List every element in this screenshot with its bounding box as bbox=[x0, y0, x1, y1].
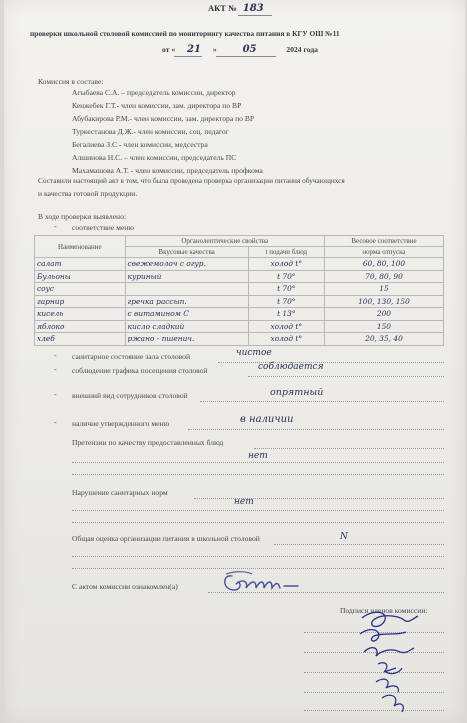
commission-intro: Комиссия в составе: bbox=[38, 77, 104, 86]
act-date-row bbox=[162, 44, 318, 55]
signatures-label: Подписи членов комиссии: bbox=[340, 606, 428, 615]
dish-weight: 150 bbox=[324, 320, 443, 333]
commission-member: Алшинова Н.С. – член комиссии, председатель ПС bbox=[72, 153, 237, 162]
act-label: АКТ № bbox=[208, 3, 237, 13]
table-row bbox=[35, 295, 444, 308]
table-row bbox=[35, 333, 444, 346]
dish-temp: t 70° bbox=[248, 270, 324, 283]
commission-member: Агыбаева С.А. – председатель комиссии, директор bbox=[72, 88, 236, 97]
staff-appearance-label: внешний вид сотрудников столовой bbox=[72, 391, 188, 400]
table-row bbox=[35, 308, 444, 321]
date-day: 21 bbox=[187, 44, 201, 55]
act-number-row bbox=[208, 3, 264, 14]
col-properties-header: Органолептические свойства bbox=[125, 236, 324, 247]
date-mid: » bbox=[212, 45, 217, 54]
claims-label: Претензии по качеству предоставленных блюд bbox=[72, 438, 224, 447]
col-name-header: Наименование bbox=[35, 236, 126, 258]
commission-member: Бегалиева З.С - член комиссии, медсестра bbox=[72, 140, 208, 149]
dish-weight: 70, 80, 90 bbox=[324, 270, 443, 283]
commission-statement-2: и качества готовой продукции. bbox=[38, 189, 138, 198]
assessment-label: Общая оценка организации питания в школьной столовой bbox=[72, 534, 260, 543]
menu-compliance-label: соответствие меню bbox=[72, 223, 135, 232]
commission-statement: Составили настоящий акт в том, что была проведена проверка организации питания обучающихся bbox=[38, 176, 345, 185]
sanitary-label: санитарное состояние зала столовой bbox=[72, 352, 191, 361]
table-row bbox=[35, 270, 444, 283]
commission-member: Туркестанова Д.Ж.- член комиссии, соц. педагог bbox=[72, 127, 229, 136]
dish-temp: холод t° bbox=[248, 333, 324, 346]
dish-name: кисель bbox=[35, 308, 126, 321]
commission-member: Махамашова А.Т. - член комиссии, председатель профкома bbox=[72, 166, 263, 175]
table-row bbox=[35, 283, 444, 296]
schedule-value: соблюдается bbox=[258, 362, 324, 372]
schedule-label: соблюдение графика посещения столовой bbox=[72, 366, 208, 375]
assessment-value: N bbox=[340, 532, 348, 542]
findings-intro: В ходе проверки выявлено: bbox=[38, 212, 126, 221]
approved-menu-value: в наличии bbox=[240, 414, 294, 425]
dish-taste bbox=[125, 283, 248, 296]
commission-member: Абубакирова Р.М.- член комиссии, зам. директора по ВР bbox=[72, 114, 255, 123]
dish-temp: t 70° bbox=[248, 283, 324, 296]
violations-label: Нарушение санитарных норм bbox=[72, 488, 168, 497]
commission-signatures bbox=[356, 606, 428, 716]
dish-weight: 20, 35, 40 bbox=[324, 333, 443, 346]
dish-temp: холод t° bbox=[248, 258, 324, 271]
col-temp-header: t подачи блюд bbox=[248, 247, 324, 258]
date-month: 05 bbox=[242, 44, 257, 55]
dish-temp: t 70° bbox=[248, 295, 324, 308]
dish-temp: холод t° bbox=[248, 320, 324, 333]
col-weight-header: Весовое соответствие bbox=[324, 236, 443, 247]
act-document: АКТ № 183 проверки школьной столовой комиссией по мониторингу качества питания в КГУ ОШ №11 от « 21 » 05 2024 года Комиссия в составе: Агыбаева С.А. – председатель комиссии, директор Кенжебек Г.Т.- член комиссии, зам. директора по ВР Абубакирова Р.М.- член комиссии, зам. директора по ВР Туркестанова Д.Ж.- член комиссии, соц. педагог Бегалиева З.С - член комиссии, медсестра Алшинова Н.С. – член комиссии, председатель ПС Махамашова А.Т. - член комиссии, председатель профкома Составили настоящий акт в том, что была проведена проверка организации питания обучающихся и качества готовой продукции. В ходе проверки выявлено: - соответствие меню Наименование Органолептические свойства Весовое соответствие Вкусовые качества t подачи блюд норма отпуска салат свежемолоч с огур. холод t° 60, 80, 100 Бульоны куриный t 70° 70, 80, 90 соус t 70° 15 гарнир гречка рассып. t 70° 100, 130, 150 кисель с витамином С t 13° 200 яблоко кисло сладкий холод t° 150 хлеб ржано - пшенич. холод t° 20, 35, 40 - санитарное состояние зала столовой чистое - соблюдение графика посещения столовой соблюдается - внешний вид сотрудников столовой опрятный - наличие утвержденного меню в наличии Претензии по качеству предоставленных блюд нет Нарушение санитарных норм нет Общая оценка организации питания в школьной столовой N С актом комиссии ознакомлен(а) Подписи членов комиссии: bbox=[4, 0, 465, 723]
dish-weight: 60, 80, 100 bbox=[324, 258, 443, 271]
violations-value: нет bbox=[234, 497, 254, 507]
dish-name: хлеб bbox=[35, 333, 126, 346]
dish-name: Бульоны bbox=[35, 270, 126, 283]
table-row bbox=[35, 320, 444, 333]
dish-taste: куриный bbox=[125, 270, 248, 283]
sanitary-value: чистое bbox=[236, 348, 272, 358]
staff-appearance-value: опрятный bbox=[270, 387, 324, 398]
act-title: проверки школьной столовой комиссией по мониторингу качества питания в КГУ ОШ №11 bbox=[30, 29, 340, 38]
claims-value: нет bbox=[248, 451, 268, 461]
dish-taste: кисло сладкий bbox=[125, 320, 248, 333]
dish-taste: ржано - пшенич. bbox=[125, 333, 248, 346]
table-row bbox=[35, 258, 444, 271]
dish-weight: 15 bbox=[324, 283, 443, 296]
dish-name: яблоко bbox=[35, 320, 126, 333]
act-number: 183 bbox=[242, 3, 264, 14]
approved-menu-label: наличие утвержденного меню bbox=[72, 419, 170, 428]
acknowledged-label: С актом комиссии ознакомлен(а) bbox=[72, 582, 178, 591]
commission-member: Кенжебек Г.Т.- член комиссии, зам. директора по ВР bbox=[72, 101, 242, 110]
col-taste-header: Вкусовые качества bbox=[125, 247, 248, 258]
date-year: 2024 года bbox=[286, 45, 318, 54]
dish-taste: гречка рассып. bbox=[125, 295, 248, 308]
dish-weight: 100, 130, 150 bbox=[324, 295, 443, 308]
dish-temp: t 13° bbox=[248, 308, 324, 321]
dish-weight: 200 bbox=[324, 308, 443, 321]
dish-taste: с витамином С bbox=[125, 308, 248, 321]
menu-table bbox=[34, 235, 444, 346]
col-weight-subheader: норма отпуска bbox=[324, 247, 443, 258]
dish-name: соус bbox=[35, 283, 126, 296]
acknowledged-signature bbox=[218, 568, 314, 598]
date-prefix: от « bbox=[162, 45, 176, 54]
dish-taste: свежемолоч с огур. bbox=[125, 258, 248, 271]
dish-name: гарнир bbox=[35, 295, 126, 308]
dish-name: салат bbox=[35, 258, 126, 271]
